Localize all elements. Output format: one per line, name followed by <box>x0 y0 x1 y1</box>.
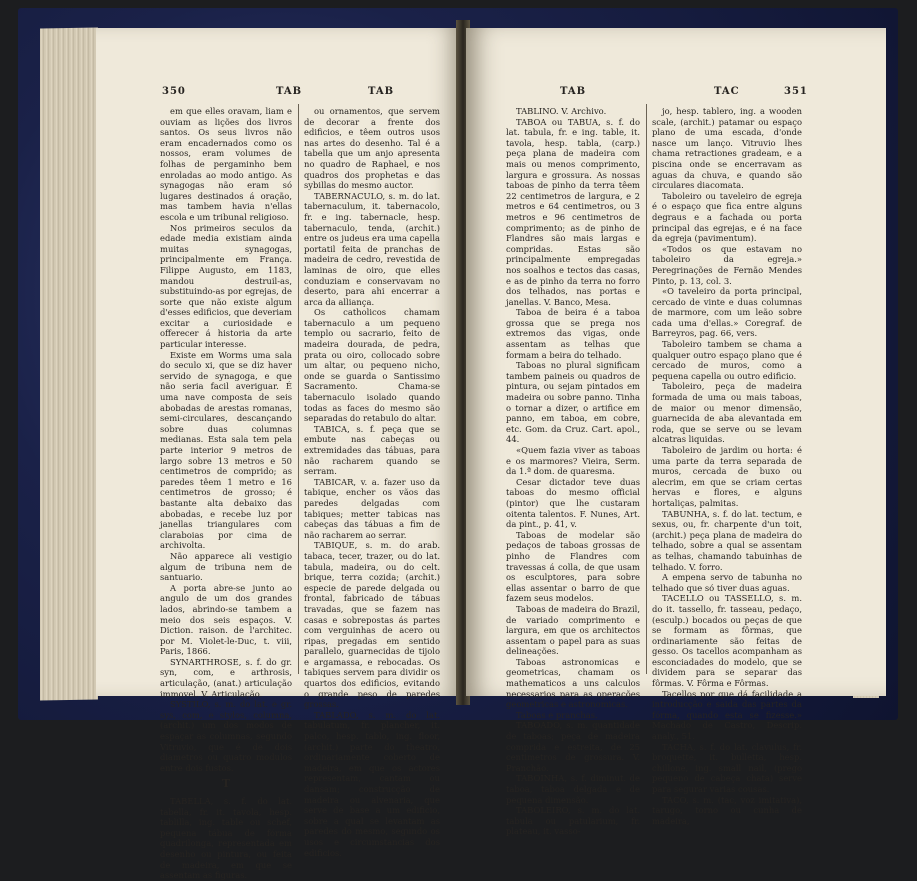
paragraph: A empena servo de tabunha no telhado que só tiver duas aguas. <box>652 572 802 593</box>
paragraph: Existe em Worms uma sala do seculo xi, que se diz haver servido de synagoga, e que não seria facil averiguar. É uma nave composta de seis abobadas de arestas romanas, semi-circulares, descançando sobre duas columnas medianas. Esta sala tem pela parte interior 9 metros de largo sobre 13 metros e 50 centimetros de comprido; as paredes têem 1 metro e 16 centimetros de grosso; é bastante alta debaixo das abobadas, e recebe luz por janellas triangulares com claraboias por cima de archivolta. <box>160 349 292 551</box>
paragraph: Taboas de modelar são pedaços de taboas grossas de pinho de Flandres com travessas á colla, de que usam os esculptores, para sobre ellas assentar o barro de que fazem seus modelos. <box>506 529 640 604</box>
paragraph: Taboa de beira é a taboa grossa que se prega nos extremos das vigas, onde assentam as telhas que formam a beira do telhado. <box>506 307 640 360</box>
running-head-left: TAB <box>560 86 587 97</box>
paragraph: Cesar dictador teve duas taboas do mesmo official (pintor) que lhe custaram oitenta talentos. F. Nunes, Art. da pint., p. 41, v. <box>506 476 640 530</box>
paragraph: Os catholicos chamam tabernaculo a um pequeno templo ou sacrario, feito de madeira dourada, de pedra, prata ou oiro, collocado sobre um altar, ou pequeno nicho, onde se guarda o Santissimo Sacramento. Chama-se tabernaculo isolado quando todas as faces do mesmo são separadas do retabulo do altar. <box>304 307 440 424</box>
paragraph: «O taveleiro da porta principal, cercado de vinte e duas columnas de marmore, com um leão sobre cada uma d'ellas.» Coregraf. de Barreyros, pag. 66, vers. <box>652 286 802 339</box>
paragraph: TABOLEIRO, s. m. do lat. tabula ou patularium, fr. plateau, it. vasso- <box>506 805 640 837</box>
paragraph: ou ornamentos, que servem de decorar a frente dos edificios, e têem outros usos nas artes do desenho. Tal é a tabella que um anjo apresenta no quadro de Raphael, e nos quadros dos prophetas e das sybillas do mesmo auctor. <box>304 106 440 191</box>
column-rule <box>298 104 299 674</box>
paragraph: Taboas no plural significam tambem paineis ou quadros de pintura, ou sejam pintados em madeira ou sobre panno. Tinha o tornar a dizer, o artifice em panno, em taboa, em cobre, etc. Gom. da Cruz. Cart. apol., 44. <box>506 360 640 445</box>
paragraph: TABLADO, s. m. do lat. tabulatum, fr. plancher, it. palco, hesp. tablo, ing. floor, (archit.) parte do theatro, ordinariamente coberto de madeira, em que os actores representam, cantam ou dansam; construcção de madeira ou alvenaria, que serve de base a um edificio, sobre a qual se levantam as paredes do mesmo, segundo os usos e circumstancias dos edificios. <box>304 709 440 858</box>
column-2 <box>652 106 802 826</box>
paragraph: Não apparece ali vestigio algum de tribuna nem de santuario. <box>160 550 292 583</box>
paragraph: TABIQUE, s. m. do arab. tabaca, tecer, trazer, ou do lat. tabula, madeira, ou do celt. brique, terra cozida; (archit.) especie de parede delgada ou frontal, fabricado de tábuas travadas, que se fazem nas casas e sobrepostas ás partes com verguinhas de acero ou ripas, pregadas em sentido parallelo, guarnecidas de tijolo e argamassa, e rebocadas. Os tabiques servem para dividir os quartos dos edificios, evitando o grande peso de paredes grossas. <box>304 540 440 710</box>
paragraph: jo, hesp. tablero, ing. a wooden scale, (archit.) patamar ou espaço plano de uma escada, d'onde nasce um lanço. Vitruvio lhes chama retractiones gradeam, e a piscina onde se encerravam as aguas da chuva, e quando são circulares diacomata. <box>652 106 802 191</box>
right-page <box>466 28 886 837</box>
page-edges-left <box>40 27 98 700</box>
paragraph: Taboleiro, peça de madeira formada de uma ou mais taboas, de maior ou menor dimensão, guarnecida de aba alevantada em roda, que se serve ou se levam alcatras liquidas. <box>652 381 802 445</box>
paragraph: TACO, s. m. (tac, voz imitativa), tarugo, torno ou cunha de madeira, <box>652 794 802 826</box>
paragraph: TABLINO. V. Archivo. <box>516 106 607 116</box>
paragraph: Taboleiro tambem se chama a qualquer outro espaço plano que é cercado de muros, como a pequena capella ou outro edificio. <box>652 339 802 381</box>
paragraph: SYSTILO, s. m. do lat. e gr. sys, com, e stylos, columna, (archit.) um dos modos de espaçar as columnas, segundo Vitruvio, que é de dois diametros ou quatro modulos entre dois fustos. <box>160 699 292 773</box>
left-page <box>96 28 460 881</box>
section-letter: T <box>221 777 231 791</box>
running-head-right: TAC <box>714 86 740 97</box>
paragraph: TABUNHA, s. f. do lat. tectum, e sexus, ou, fr. charpente d'un toit, (archit.) peça plana de madeira do telhado, sobre a qual se assentam as telhas, chamando tabuinhas de telhado. V. forro. <box>652 508 802 572</box>
paragraph: «Quem fazia viver as taboas e os marmores? Vieira, Serm. da 1.ª dom. de quaresma. <box>506 445 640 477</box>
column-1 <box>160 106 292 881</box>
paragraph: Taboleiro ou taveleiro de egreja é o espaço que fica entre alguns degraus e a fachada ou porta principal das egrejas, e é na face da egreja (pavimentum). <box>652 190 802 244</box>
paragraph: Taboas e pranchas. <box>516 709 598 720</box>
page-number: 350 <box>162 86 186 97</box>
paragraph: TABICAR, v. a. fazer uso da tabique, encher os vãos das paredes delgadas com tabiques; metter tabicas nas cabeças das tábuas a fim de não racharem ao serrar. <box>304 476 440 540</box>
column-rule <box>646 104 647 674</box>
page-number: 351 <box>784 86 808 97</box>
paragraph: Taboleiro de jardim ou horta: é uma parte da terra separada de muros, cercada de buxo ou alecrim, em que se criam certas hervas e flores, e alguns hortaliças, palmitas. <box>652 445 802 508</box>
paragraph: TABOADO, s. m. quantidade de taboas; peça de madeira comprida e estreita, de 25 centimetros de grossura. V. Pranchão. <box>506 720 640 773</box>
paragraph: Taboas astronomicas e geometricas, chamam os mathematicos a uns calculos necessarios para as operações geometricas e astronomicas. <box>506 656 640 710</box>
paragraph: TACHA, s. f. do lat. clavulus, fr. broquette, it. bulletta, hesp. chillone, ing. small nail, (prego pequeno de cabeça chata) serve para segurar varias cousas. <box>652 741 802 794</box>
running-head-right: TAB <box>368 86 395 97</box>
paragraph: A porta abre-se junto ao angulo de um dos grandes lados, abrindo-se tambem a meio dos seis espaços. V. Diction. raison. de l'architec. por M. Violet-le-Duc, t. viii, Paris, 1866. <box>160 582 292 657</box>
paragraph: Tacellos por que dá facilidade a introducção e saida das partes da fórma, quando esta se fizesse.» Machado de Castro, Descrip. analy., 51. <box>652 688 802 742</box>
paragraph: TABELLA, s. f. do lat. tabella, fr. it. tavola, hesp. tablilla, ing. table ou schef, pequena tábua de fórma quadrilonga, representada em desenho ou pintura, ou feita de madeira, em que se assentam as figuras. <box>160 796 292 881</box>
paragraph: Taboas de madeira do Brazil, de variado comprimento e largura, em que os architectos assentam o papel para as suas delineações. <box>506 603 640 657</box>
paragraph: Nos primeiros seculos da edade media existiam ainda muitas synagogas, principalmente em França. Filippe Augusto, em 1183, mandou destruil-as, substituindo-as por egrejas, de sorte que não existe algum d'esses edificios, que deveriam excitar a curiosidade e offerecer á historia da arte particular interesse. <box>160 222 292 350</box>
paragraph: TABOA ou TABUA, s. f. do lat. tabula, fr. e ing. table, it. tavola, hesp. tabla, (carp.) peça plana de madeira com mais ou menos comprimento, largura e grossura. As nossas taboas de pinho da terra têem 22 centimetros de largura, e 2 metros e 64 centimetros, ou 3 metros e 96 centimetros de comprimento; as de pinho de Flandres são mais largas e compridas. Estas são principalmente empregadas nos soalhos e tectos das casas, e as de pinho da terra no forro dos telhados, nas portas e janellas. V. Banco, Mesa. <box>506 116 640 307</box>
paragraph: em que elles oravam, liam e ouviam as lições dos livros santos. Os seus livros não eram encadernados como os nossos, eram volumes de folhas de pergaminho bem enroladas ao modo antigo. As synagogas não eram só lugares destinados á oração, mas tambem havia n'ellas escola e um tribunal religioso. <box>160 106 292 222</box>
paragraph: TABERNACULO, s. m. do lat. tabernaculum, it. tabernacolo, fr. e ing. tabernacle, hesp. tabernaculo, tenda, (archit.) entre os judeus era uma capella portatil feita de pranchas de madeira de cedro, revestida de laminas de oiro, que elles conduziam e conservavam no deserto, para ahi encerrar a arca da alliança. <box>304 190 440 307</box>
running-head-left: TAB <box>276 86 303 97</box>
paragraph: TACELLO ou TASSELLO, s. m. do it. tassello, fr. tasseau, pedaço, (esculp.) bocados ou peças de que se formam as fôrmas, que ordinariamente são feitas de gesso. Os tacellos acompanham as esconciadades do modelo, que se dividem para se separar das fôrmas. V. Fôrma e Fôrmas. <box>652 593 802 689</box>
paragraph: TABOINHA, s. f. diminut. de taboa, taboa delgada e de pequena dimensão. <box>506 773 640 805</box>
paragraph: SYNARTHROSE, s. f. do gr. syn, com, e arthrosis, articulação, (anat.) articulação immovel. V. Articulação. <box>160 656 292 699</box>
paragraph: TABICA, s. f. peça que se embute nas cabeças ou extremidades das tábuas, para não racharem quando se serram. <box>304 423 440 477</box>
paragraph: «Todos os que estavam no taboleiro da egreja.» Peregrinações de Fernão Mendes Pinto, p. 13, col. 3. <box>652 243 802 286</box>
column-2 <box>304 106 440 858</box>
column-1 <box>506 106 640 837</box>
